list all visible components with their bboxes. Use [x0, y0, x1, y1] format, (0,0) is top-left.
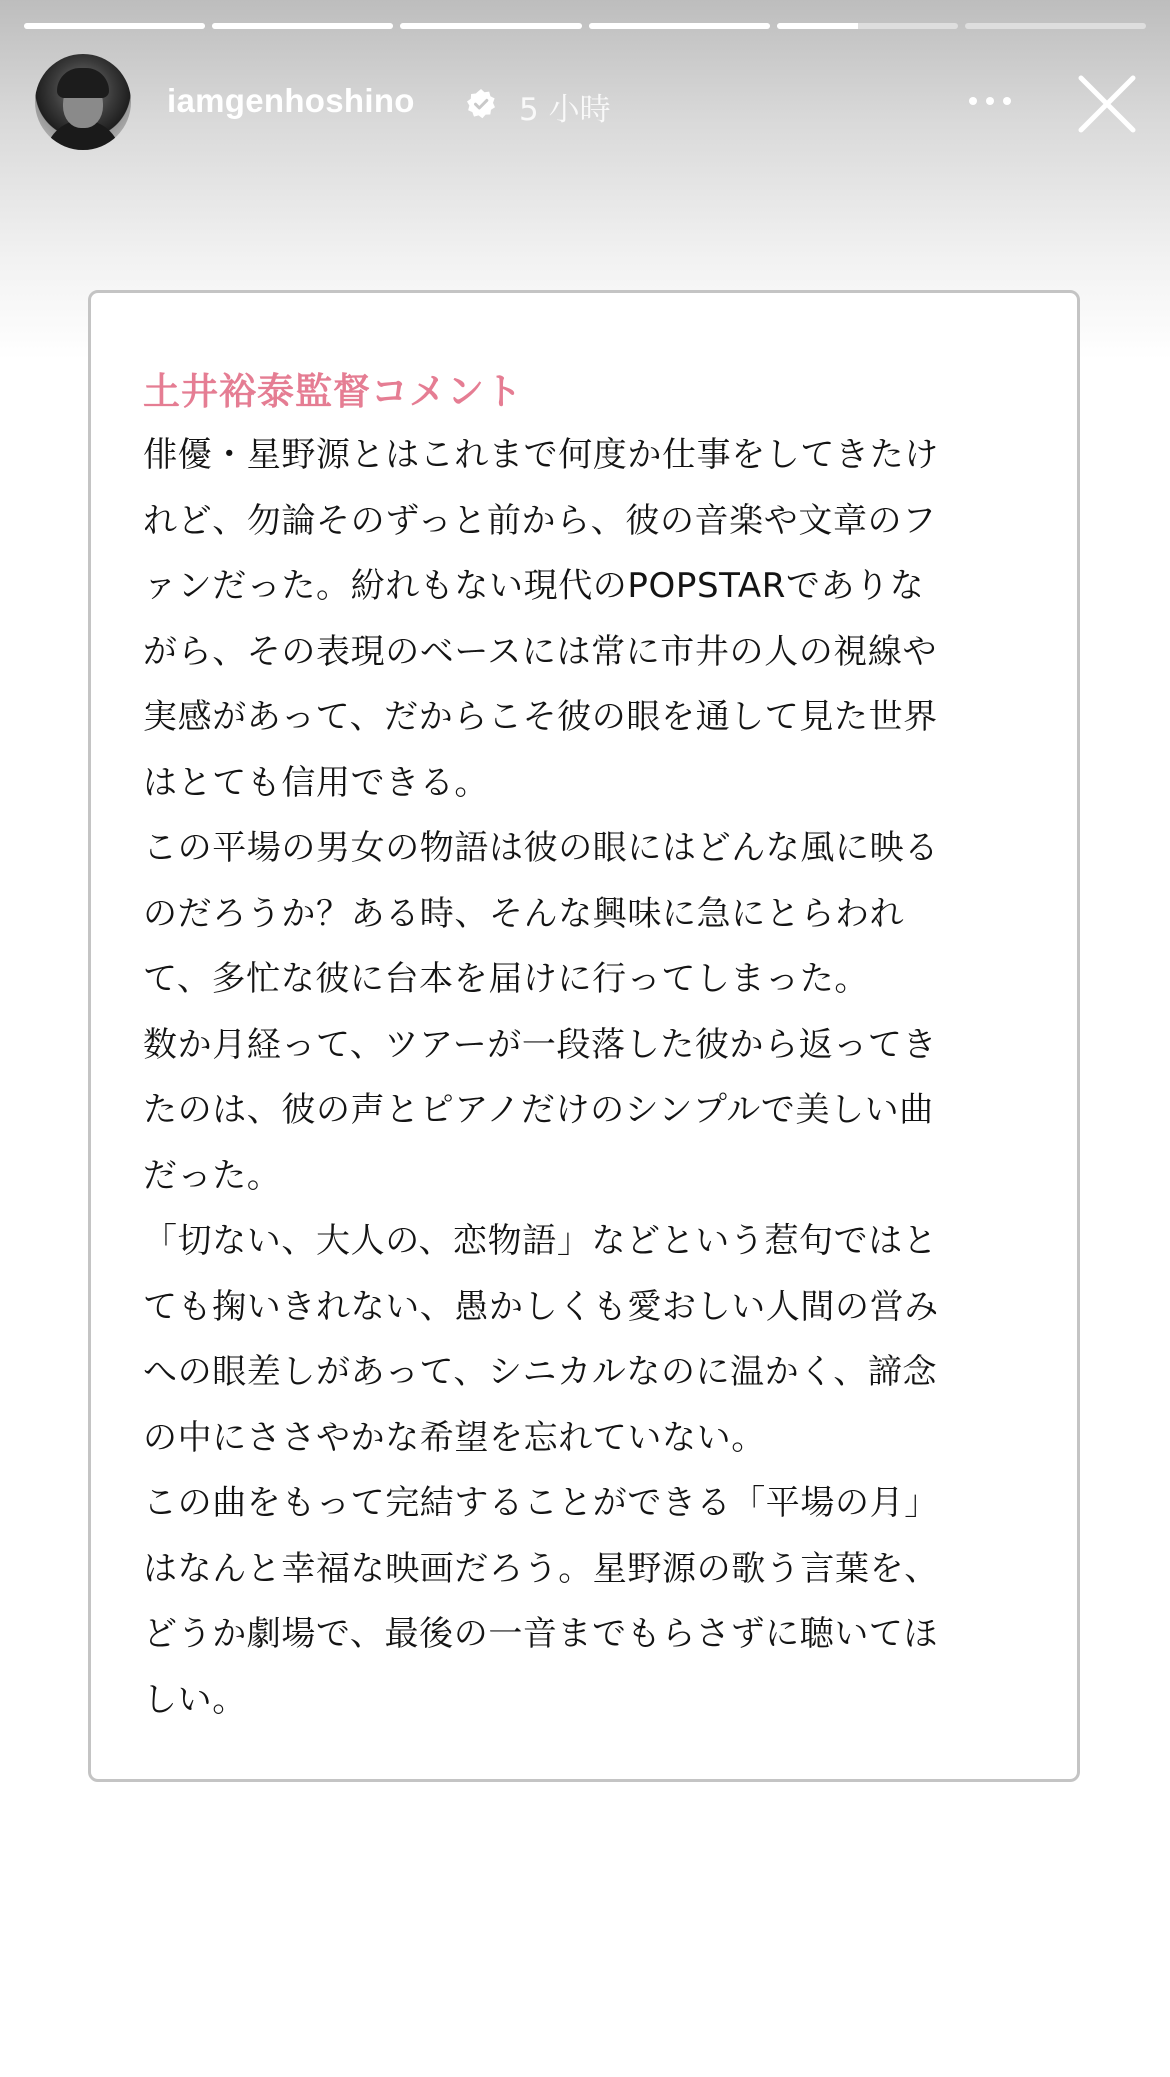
story-progress-fill — [212, 23, 393, 29]
more-options-icon-dot — [1003, 97, 1011, 105]
comment-line: ァンだった。紛れもない現代のPOPSTARでありな — [143, 566, 925, 606]
comment-line: はとても信用できる。 — [143, 762, 489, 803]
more-options-icon-dot — [986, 97, 994, 105]
comment-line: への眼差しがあって、シニカルなのに温かく、諦念 — [143, 1352, 938, 1392]
comment-line: て、多忙な彼に台本を届けに行ってしまった。 — [143, 959, 869, 999]
director-comment-card — [88, 290, 1080, 1782]
avatar-figure-hair — [57, 68, 109, 98]
story-progress-fill — [589, 23, 770, 29]
comment-line: しい。 — [143, 1679, 247, 1720]
comment-line: の中にささやかな希望を忘れていない。 — [143, 1417, 766, 1458]
username-link[interactable]: iamgenhoshino — [167, 82, 415, 119]
story-header — [35, 50, 1145, 160]
comment-line: れど、勿論そのずっと前から、彼の音楽や文章のフ — [143, 500, 937, 541]
story-progress-segment — [777, 23, 958, 29]
comment-line: 俳優・星野源とはこれまで何度か仕事をしてきたけ — [143, 435, 939, 475]
story-progress-segment — [965, 23, 1146, 29]
more-options-button[interactable] — [955, 70, 1025, 130]
close-button[interactable] — [1075, 72, 1139, 136]
comment-line: だった。 — [143, 1155, 282, 1196]
post-timestamp: 5 小時 — [519, 92, 611, 128]
more-options-icon — [969, 97, 977, 105]
story-progress-segment — [24, 23, 205, 29]
story-progress-fill — [777, 23, 859, 29]
comment-line: どうか劇場で、最後の一音までもらさずに聴いてほ — [143, 1614, 939, 1654]
avatar[interactable] — [35, 54, 131, 150]
story-progress-segment — [212, 23, 393, 29]
comment-line: がら、その表現のベースには常に市井の人の視線や — [143, 631, 938, 672]
comment-card-title: 土井裕泰監督コメント — [143, 370, 523, 413]
comment-line: 数か月経って、ツアーが一段落した彼から返ってき — [143, 1024, 938, 1065]
comment-line: のだろうか？ある時、そんな興味に急にとらわれ — [143, 893, 905, 934]
comment-line: この平場の男女の物語は彼の眼にはどんな風に映る — [143, 828, 939, 868]
story-progress-segment — [589, 23, 770, 29]
comment-line: はなんと幸福な映画だろう。星野源の歌う言葉を、 — [143, 1548, 939, 1589]
story-progress-fill — [400, 23, 581, 29]
story-progress-bar — [24, 23, 1146, 29]
close-icon — [1081, 78, 1133, 130]
comment-line: 実感があって、だからこそ彼の眼を通して見た世界 — [143, 697, 938, 737]
verified-badge-icon — [465, 88, 497, 120]
comment-line: 「切ない、大人の、恋物語」などという惹句ではと — [143, 1221, 938, 1261]
comment-line: ても掬いきれない、愚かしくも愛おしい人間の営み — [143, 1286, 939, 1327]
story-progress-fill — [24, 23, 205, 29]
comment-card-body — [143, 423, 1053, 1733]
comment-line: この曲をもって完結することができる「平場の月」 — [143, 1483, 939, 1523]
story-progress-segment — [400, 23, 581, 29]
comment-line: たのは、彼の声とピアノだけのシンプルで美しい曲 — [143, 1090, 934, 1130]
